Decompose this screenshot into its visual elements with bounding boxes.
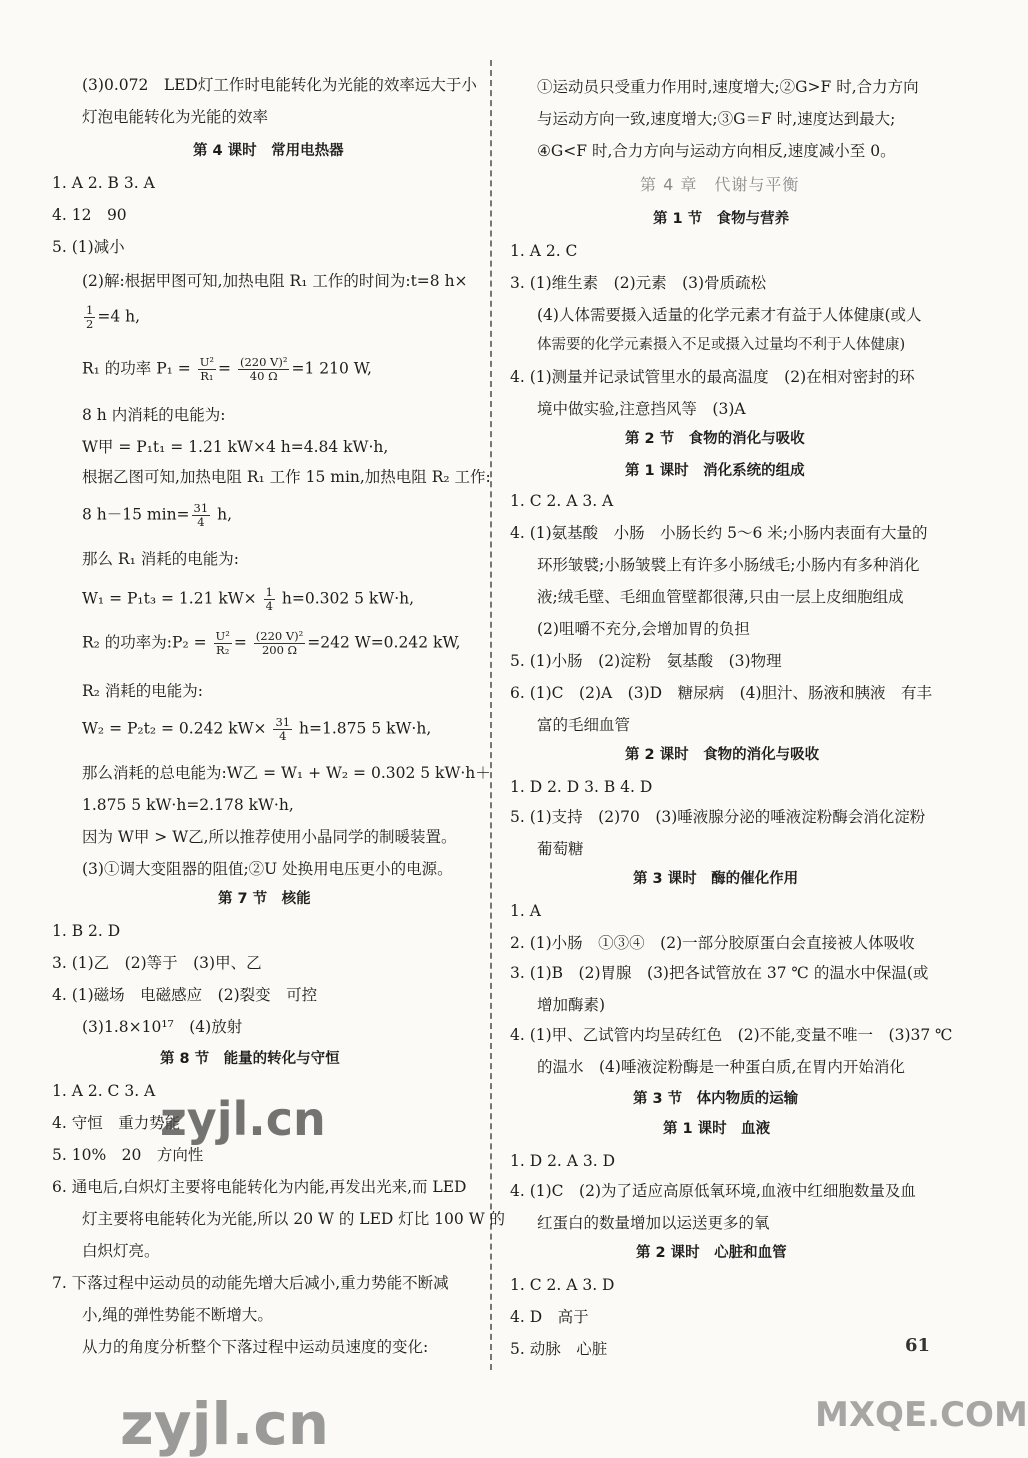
answer-line: 5. 10% 20 方向性 — [52, 1146, 204, 1164]
answer-line: 1. A — [510, 902, 541, 920]
text-line: 白炽灯亮。 — [82, 1242, 160, 1260]
answer-line: 6. (1)C (2)A (3)D 糖尿病 (4)胆汁、肠液和胰液 有丰 — [510, 684, 933, 702]
text-line: 根据乙图可知,加热电阻 R₁ 工作 15 min,加热电阻 R₂ 工作: — [82, 468, 491, 486]
answer-line: 3. (1)B (2)胃腺 (3)把各试管放在 37 ℃ 的温水中保温(或 — [510, 964, 929, 982]
text-line: W甲 = P₁t₁ = 1.21 kW×4 h=4.84 kW·h, — [82, 438, 389, 456]
text-line: 与运动方向一致,速度增大;③G＝F 时,速度达到最大; — [537, 110, 896, 128]
fraction: $\frac{1}{2}$ — [86, 303, 94, 331]
column-divider — [490, 60, 492, 1370]
formula-line: W₁ = P₁t₃ = 1.21 kW× $\frac{1}{4}$ h=0.302 5 kW·h, — [82, 585, 415, 613]
watermark: zyjl.cn — [120, 1390, 330, 1458]
answer-line: 4. (1)甲、乙试管内均呈砖红色 (2)不能,变量不唯一 (3)37 ℃ — [510, 1026, 953, 1044]
text-line: (2)咀嚼不充分,会增加胃的负担 — [537, 620, 750, 638]
text-line: 小,绳的弹性势能不断增大。 — [82, 1306, 273, 1324]
text-line: 1.875 5 kW·h=2.178 kW·h, — [82, 796, 294, 814]
section-heading: 第 2 节 食物的消化与吸收 — [625, 431, 805, 447]
answer-line: 4. (1)磁场 电磁感应 (2)裂变 可控 — [52, 986, 318, 1004]
text-line: ④G<F 时,合力方向与运动方向相反,速度减小至 0。 — [537, 142, 896, 160]
answer-line: 1. C 2. A 3. A — [510, 492, 614, 510]
section-heading: 第 4 课时 常用电热器 — [193, 143, 344, 159]
answer-line: 5. (1)小肠 (2)淀粉 氨基酸 (3)物理 — [510, 652, 782, 670]
text-line: 体需要的化学元素摄入不足或摄入过量均不利于人体健康) — [537, 337, 906, 353]
text-line: 液;绒毛壁、毛细血管壁都很薄,只由一层上皮细胞组成 — [537, 588, 904, 606]
formula-line: $\frac{1}{2}$ =4 h, — [86, 303, 141, 331]
text-line: 富的毛细血管 — [537, 716, 631, 734]
section-heading: 第 7 节 核能 — [218, 891, 311, 907]
section-heading: 第 1 课时 血液 — [663, 1121, 771, 1137]
answer-line: 1. B 2. D — [52, 922, 121, 940]
text-line: 的温水 (4)唾液淀粉酶是一种蛋白质,在胃内开始消化 — [537, 1058, 905, 1076]
formula-line: 8 h－15 min= $\frac{31}{4}$ h, — [82, 501, 233, 529]
text-line: 红蛋白的数量增加以运送更多的氧 — [537, 1214, 770, 1232]
text-line: (4)人体需要摄入适量的化学元素才有益于人体健康(或人 — [537, 306, 922, 324]
answer-line: 4. 守恒 重力势能 — [52, 1114, 181, 1132]
section-heading: 第 8 节 能量的转化与守恒 — [160, 1051, 340, 1067]
page-number: 61 — [905, 1335, 931, 1356]
text-line: (3)1.8×10¹⁷ (4)放射 — [82, 1018, 243, 1036]
fraction: $\frac{31}{4}$ — [193, 501, 209, 529]
answer-line: 3. (1)维生素 (2)元素 (3)骨质疏松 — [510, 274, 767, 292]
answer-line: 1. C 2. A 3. D — [510, 1276, 615, 1294]
answer-line: 4. 12 90 — [52, 206, 127, 224]
answer-line: 1. D 2. D 3. B 4. D — [510, 778, 653, 796]
text-line: 环形皱襞;小肠皱襞上有许多小肠绒毛;小肠内有多种消化 — [537, 556, 920, 574]
formula-line: W₂ = P₂t₂ = 0.242 kW× $\frac{31}{4}$ h=1.875 5 kW·h, — [82, 715, 432, 743]
chapter-heading: 第 4 章 代谢与平衡 — [640, 175, 800, 194]
answer-line: 4. (1)氨基酸 小肠 小肠长约 5～6 米;小肠内表面有大量的 — [510, 524, 928, 542]
section-heading: 第 1 课时 消化系统的组成 — [625, 463, 805, 479]
text-line: 从力的角度分析整个下落过程中运动员速度的变化: — [82, 1338, 429, 1356]
fraction: $\frac{31}{4}$ — [275, 715, 291, 743]
fraction: $\frac{\text{(220 V)²}}{40 \Omega}$ — [239, 355, 288, 383]
answer-line: 1. A 2. C 3. A — [52, 1082, 156, 1100]
answer-line: 2. (1)小肠 ①③④ (2)一部分胶原蛋白会直接被人体吸收 — [510, 934, 915, 952]
answer-line: 4. D 高于 — [510, 1308, 589, 1326]
answer-line: 3. (1)乙 (2)等于 (3)甲、乙 — [52, 954, 262, 972]
section-heading: 第 3 课时 酶的催化作用 — [633, 871, 799, 887]
answer-line: 5. (1)减小 — [52, 238, 125, 256]
answer-line: 4. (1)C (2)为了适应高原低氧环境,血液中红细胞数量及血 — [510, 1182, 916, 1200]
text-line: 那么 R₁ 消耗的电能为: — [82, 550, 239, 568]
text-line: 因为 W甲 > W乙,所以推荐使用小晶同学的制暖装置。 — [82, 828, 457, 846]
text-line: (3)0.072 LED灯工作时电能转化为光能的效率远大于小 — [82, 76, 477, 94]
fraction: $\frac{\text{U²}}{\text{R₂}}$ — [215, 629, 230, 657]
text-line: 增加酶素) — [537, 996, 606, 1014]
text-line: 境中做实验,注意挡风等 (3)A — [537, 400, 746, 418]
answer-line: 6. 通电后,白炽灯主要将电能转化为内能,再发出光来,而 LED — [52, 1178, 467, 1196]
watermark: zyjl.cn — [160, 1092, 326, 1146]
formula-line: R₁ 的功率 P₁ = $\frac{\text{U²}}{\text{R₁}}$ = $\frac{\text{(220 V)²}}{40 \Omega}$ =1 210 W, — [82, 355, 372, 383]
section-heading: 第 3 节 体内物质的运输 — [633, 1091, 799, 1107]
section-heading: 第 2 课时 心脏和血管 — [636, 1245, 787, 1261]
answer-line: 4. (1)测量并记录试管里水的最高温度 (2)在相对密封的环 — [510, 368, 915, 386]
text-line: (3)①调大变阻器的阻值;②U 处换用电压更小的电源。 — [82, 860, 453, 878]
answer-line: 1. A 2. C — [510, 242, 578, 260]
text-line: (2)解:根据甲图可知,加热电阻 R₁ 工作的时间为:t=8 h× — [82, 272, 468, 290]
fraction: $\frac{\text{U²}}{\text{R₁}}$ — [199, 355, 215, 383]
answer-line: 5. 动脉 心脏 — [510, 1340, 608, 1358]
text-line: ①运动员只受重力作用时,速度增大;②G>F 时,合力方向 — [537, 78, 919, 96]
text-line: 那么消耗的总电能为:W乙 = W₁ + W₂ = 0.302 5 kW·h＋ — [82, 764, 491, 782]
answer-line: 1. D 2. A 3. D — [510, 1152, 616, 1170]
section-heading: 第 1 节 食物与营养 — [653, 211, 790, 227]
fraction: $\frac{1}{4}$ — [265, 585, 273, 613]
text-line: 灯泡电能转化为光能的效率 — [82, 108, 269, 126]
section-heading: 第 2 课时 食物的消化与吸收 — [625, 747, 820, 763]
watermark: MXQE.COM — [815, 1395, 1028, 1435]
formula-line: R₂ 的功率为:P₂ = $\frac{\text{U²}}{\text{R₂}}$ = $\frac{\text{(220 V)²}}{200 \Omega}$ =242 W=0.242 kW, — [82, 629, 461, 657]
answer-line: 5. (1)支持 (2)70 (3)唾液腺分泌的唾液淀粉酶会消化淀粉 — [510, 808, 926, 826]
answer-line: 1. A 2. B 3. A — [52, 174, 155, 192]
text-line: 葡萄糖 — [537, 840, 584, 858]
text-line: 灯主要将电能转化为光能,所以 20 W 的 LED 灯比 100 W 的 — [82, 1210, 506, 1228]
text-line: 8 h 内消耗的电能为: — [82, 406, 226, 424]
text-line: R₂ 消耗的电能为: — [82, 682, 204, 700]
fraction: $\frac{\text{(220 V)²}}{200 \Omega}$ — [255, 629, 304, 657]
answer-line: 7. 下落过程中运动员的动能先增大后减小,重力势能不断减 — [52, 1274, 449, 1292]
